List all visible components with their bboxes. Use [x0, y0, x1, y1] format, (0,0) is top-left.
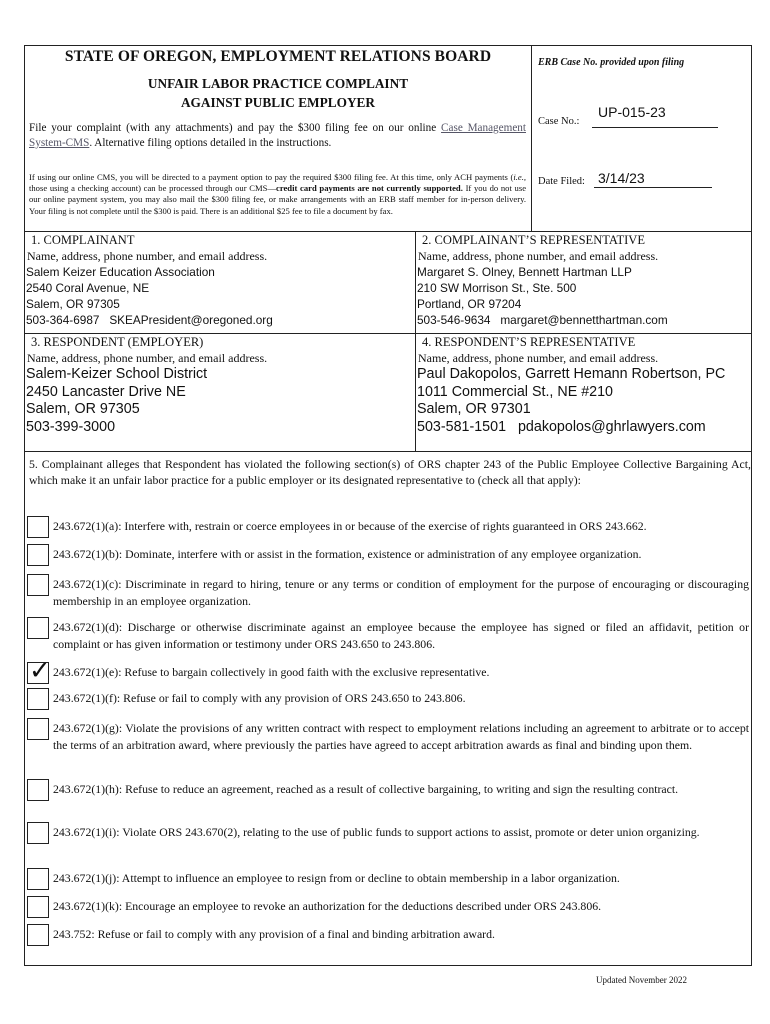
respondent-rep-title: 4. RESPONDENT’S REPRESENTATIVE — [422, 335, 636, 349]
section5-intro: 5. Complainant alleges that Respondent has violated the following section(s) of ORS chapter 243 of the Public Employee Collective Bargaining Act, which make it an unfair labor practice for a public employer or its designated representative to (check all that apply): — [29, 457, 751, 487]
violation-text: 243.672(1)(j): Attempt to influence an employee to resign from or decline to obtain membership in a labor organization. — [53, 871, 620, 885]
payment-note-ie: i.e., — [513, 172, 526, 182]
respondent-rep-instructions: Name, address, phone number, and email address. — [418, 351, 659, 365]
case-no-underline — [592, 127, 718, 128]
case-info-box — [532, 46, 751, 232]
intro-text-after: . Alternative filing options detailed in the instructions. — [89, 137, 332, 149]
erb-case-note: ERB Case No. provided upon filing — [538, 57, 685, 68]
respondent-rep-address1[interactable]: 1011 Commercial St., NE #210 — [417, 383, 614, 400]
complainant-rep-name[interactable]: Margaret S. Olney, Bennett Hartman LLP — [417, 265, 632, 279]
footer-updated: Updated November 2022 — [596, 975, 687, 985]
respondent-block — [25, 334, 416, 452]
payment-note-part1: If using our online CMS, you will be directed to a payment option to pay the required $300 filing fee. At this time, only ACH payments ( — [29, 172, 514, 182]
date-filed-underline — [594, 187, 712, 188]
filing-instructions — [29, 121, 526, 151]
complainant-name[interactable]: Salem Keizer Education Association — [26, 265, 215, 279]
date-filed-field[interactable]: 3/14/23 — [598, 170, 645, 186]
check-mark-icon: ✓ — [29, 656, 51, 686]
violation-text: 243.672(1)(d): Discharge or otherwise discriminate against an employee because the employee has signed or filed an affidavit, petition or complaint or has given information or testimony under ORS 243.650 to 243.806. — [53, 620, 749, 651]
violation-checkbox[interactable] — [27, 574, 49, 596]
date-filed-label: Date Filed: — [538, 176, 585, 187]
complainant-rep-email[interactable]: margaret@bennetthartman.com — [500, 313, 668, 327]
respondent-name[interactable]: Salem-Keizer School District — [26, 366, 208, 382]
violation-checkbox[interactable] — [27, 896, 49, 918]
agency-name: STATE OF OREGON, EMPLOYMENT RELATIONS BOARD — [64, 48, 492, 65]
respondent-rep-phone[interactable]: 503-581-1501 — [417, 418, 507, 435]
respondent-rep-name[interactable]: Paul Dakopolos, Garrett Hemann Robertson, PC — [417, 366, 726, 382]
complainant-contact — [25, 312, 415, 328]
respondent-rep-email[interactable]: pdakopolos@ghrlawyers.com — [517, 418, 706, 435]
complainant-rep-contact — [416, 312, 751, 328]
violation-text: 243.672(1)(h): Refuse to reduce an agreement, reached as a result of collective bargaining, to writing and sign the resulting contract. — [53, 782, 679, 796]
intro-text-before: File your complaint (with any attachments) and pay the $300 filing fee on our online — [29, 122, 442, 134]
complainant-address2[interactable]: Salem, OR 97305 — [26, 297, 120, 311]
complaint-form — [24, 45, 752, 966]
violation-checkbox[interactable] — [27, 544, 49, 566]
complainant-email[interactable]: SKEAPresident@oregoned.org — [109, 313, 273, 327]
form-header — [25, 46, 532, 232]
violation-checkbox[interactable] — [27, 779, 49, 801]
respondent-title: 3. RESPONDENT (EMPLOYER) — [31, 335, 204, 349]
violation-text: 243.672(1)(f): Refuse or fail to comply with any provision of ORS 243.650 to 243.806. — [53, 691, 466, 705]
respondent-address2[interactable]: Salem, OR 97305 — [26, 401, 140, 417]
payment-note-bold: credit card payments are not currently supported. — [276, 183, 463, 194]
respondent-phone[interactable]: 503-399-3000 — [26, 418, 116, 435]
violation-checkbox[interactable] — [27, 868, 49, 890]
complainant-title: 1. COMPLAINANT — [31, 233, 135, 247]
respondent-rep-contact — [416, 419, 751, 437]
complainant-instructions: Name, address, phone number, and email address. — [27, 249, 268, 263]
case-no-field[interactable]: UP-015-23 — [598, 104, 666, 120]
complainant-rep-block — [416, 232, 751, 334]
payment-note — [29, 172, 526, 217]
violation-text: 243.672(1)(i): Violate ORS 243.670(2), relating to the use of public funds to support actions to assist, promote or deter union organizing. — [53, 825, 700, 839]
violation-checkbox[interactable] — [27, 688, 49, 710]
form-title-line1: UNFAIR LABOR PRACTICE COMPLAINT — [147, 76, 409, 91]
complainant-rep-phone[interactable]: 503-546-9634 — [417, 313, 491, 327]
complainant-address1[interactable]: 2540 Coral Avenue, NE — [26, 281, 150, 295]
violation-checkbox[interactable] — [27, 924, 49, 946]
violation-text: 243.672(1)(b): Dominate, interfere with or assist in the formation, existence or administration of any employee organization. — [53, 547, 642, 561]
complainant-rep-title: 2. COMPLAINANT’S REPRESENTATIVE — [422, 233, 645, 247]
respondent-rep-address2[interactable]: Salem, OR 97301 — [417, 401, 531, 417]
violation-text: 243.672(1)(c): Discriminate in regard to hiring, tenure or any terms or condition of employment for the purpose of encouraging or discouraging membership in an employee organization. — [53, 577, 749, 608]
violation-checkbox[interactable] — [27, 656, 51, 686]
complainant-rep-address2[interactable]: Portland, OR 97204 — [417, 297, 522, 311]
complainant-block — [25, 232, 416, 334]
violation-text: 243.672(1)(g): Violate the provisions of any written contract with respect to employment relations including an agreement to arbitrate or to accept the terms of an arbitration award, where previously the parties have agreed to accept arbitration awards as final and binding upon them. — [53, 721, 749, 752]
respondent-instructions: Name, address, phone number, and email address. — [27, 351, 268, 365]
violation-text: 243.672(1)(e): Refuse to bargain collectively in good faith with the exclusive representative. — [53, 665, 490, 679]
respondent-rep-block — [416, 334, 751, 452]
complainant-rep-address1[interactable]: 210 SW Morrison St., Ste. 500 — [417, 281, 577, 295]
complainant-rep-instructions: Name, address, phone number, and email address. — [418, 249, 659, 263]
violation-checkbox[interactable] — [27, 718, 49, 740]
violation-checkbox[interactable] — [27, 516, 49, 538]
violation-text: 243.672(1)(a): Interfere with, restrain or coerce employees in or because of the exercise of rights guaranteed in ORS 243.662. — [53, 519, 647, 533]
cms-link[interactable]: Case Management System-CMS — [29, 122, 526, 149]
violation-checkbox[interactable] — [27, 617, 49, 639]
violation-text: 243.752: Refuse or fail to comply with any provision of a final and binding arbitration award. — [53, 927, 495, 941]
complainant-phone[interactable]: 503-364-6987 — [26, 313, 100, 327]
case-no-label: Case No.: — [538, 116, 580, 127]
payment-note-part2: those using a checking account) can be processed through our CMS— — [29, 183, 277, 194]
payment-note-part3: If you do not use our online payment system, you may also mail the $300 filing fee, or make arrangements with an ERB staff member for in-person delivery. Your filing is not complete until the $300 is paid. There is an additional $25 fee to file a document by fax. — [29, 183, 527, 216]
violation-text: 243.672(1)(k): Encourage an employee to revoke an authorization for the deductions described under ORS 243.806. — [53, 899, 602, 913]
form-title-line2: AGAINST PUBLIC EMPLOYER — [180, 95, 376, 110]
violation-checkbox[interactable] — [27, 822, 49, 844]
respondent-address1[interactable]: 2450 Lancaster Drive NE — [26, 383, 186, 400]
